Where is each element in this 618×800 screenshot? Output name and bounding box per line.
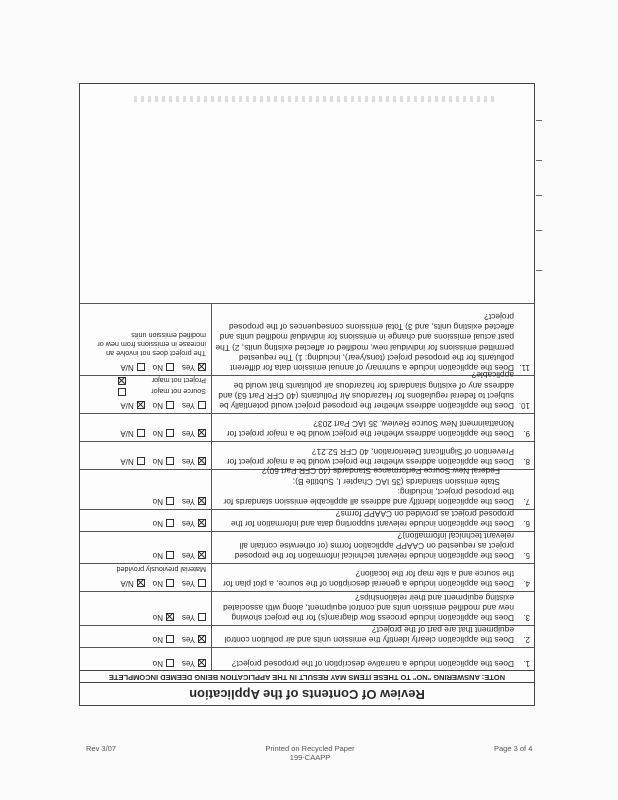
column-divider [211, 470, 212, 509]
question-number: 6. [523, 519, 530, 528]
question-number: 9. [523, 429, 530, 438]
answer-option-yes[interactable] [182, 519, 206, 528]
column-divider [211, 414, 212, 441]
footer-revision: Rev 3/07 [86, 744, 117, 753]
margin-tick [536, 120, 542, 121]
question-text [214, 592, 514, 623]
answer-option-no[interactable] [153, 363, 174, 372]
option-label: No [152, 497, 163, 506]
question-main-text: Does the application include relevant technical information for the proposed project as requested on CAAPP application forms (or otherwise contain all relevant technical information)? [234, 530, 514, 561]
answer-option-yes[interactable] [182, 401, 206, 410]
option-label: N/A [120, 457, 134, 466]
margin-tick [536, 160, 542, 161]
question-main-text: Does the application clearly identify the emission units and air pollution control equipment that are part of the project? [224, 624, 514, 645]
question-number: 11. [519, 363, 530, 372]
answer-note: Material previously provided [116, 565, 206, 575]
answer-cell [82, 612, 206, 623]
answer-option-na[interactable] [120, 457, 144, 466]
question-row [80, 509, 534, 531]
checkbox[interactable] [118, 388, 126, 396]
answer-cell [82, 566, 206, 589]
question-text [214, 625, 514, 645]
option-label: N/A [120, 579, 134, 588]
option-label: Yes [181, 429, 195, 438]
option-label: No [152, 551, 163, 560]
checkbox[interactable] [198, 364, 206, 372]
column-divider [211, 648, 212, 671]
answer-option-no[interactable] [153, 401, 174, 410]
form-title: Review Of Contents of the Application [80, 682, 534, 705]
answer-option-na[interactable] [120, 401, 144, 410]
checkbox[interactable] [198, 430, 206, 438]
answer-note: The project does not involve an increase in emissions from new or modified emission units [97, 331, 206, 359]
answer-option-no[interactable] [153, 635, 174, 644]
option-label: Yes [181, 401, 195, 410]
question-text [214, 466, 514, 507]
checkbox[interactable] [137, 364, 145, 372]
answer-cell [82, 428, 206, 439]
answer-option-no[interactable] [153, 457, 174, 466]
option-label: No [152, 401, 163, 410]
form-note: NOTE: ANSWERING "NO" TO THESE ITEMS MAY RESULT IN THE APPLICATION BEING DEEMED INCOMPLETE [80, 670, 534, 683]
column-divider [211, 532, 212, 563]
option-label: No [152, 457, 163, 466]
application-review-form [79, 83, 535, 706]
sub-option-label: Project not major [151, 376, 206, 386]
option-label: Yes [181, 457, 195, 466]
option-label: N/A [120, 429, 134, 438]
option-label: Yes [181, 635, 195, 644]
checkbox[interactable] [137, 402, 145, 410]
answer-cell [82, 377, 206, 411]
checkbox[interactable] [166, 458, 174, 466]
question-main-text: Does the application include a summary of annual emission data for different pollutants for the proposed project (tons/year), including: 1) The requested permitted emissions for individual new, modified or affected existing units, 2) The past actual emissions and change in emissions for individual modified units and affected existing units, and 3) Total emissions consequences of the proposed project? [215, 311, 514, 373]
checkbox[interactable] [166, 552, 174, 560]
checkbox[interactable] [166, 364, 174, 372]
answer-option-yes[interactable] [182, 579, 206, 588]
option-label: No [152, 519, 163, 528]
question-main-text: Does the application include a general description of the source, a plot plan for the source and a site map for the location? [223, 568, 514, 589]
checkbox[interactable] [198, 552, 206, 560]
answer-option-yes[interactable] [182, 613, 206, 622]
checkbox[interactable] [118, 377, 126, 385]
column-divider [211, 564, 212, 591]
question-main-text: Does the application include a narrative description of the proposed project? [231, 659, 514, 669]
question-row [80, 413, 534, 441]
margin-tick [536, 270, 542, 271]
checkbox[interactable] [198, 458, 206, 466]
checkbox[interactable] [137, 458, 145, 466]
checkbox[interactable] [198, 614, 206, 622]
footer-recycled: Printed on Recycled Paper [265, 744, 355, 753]
option-label: Yes [181, 613, 195, 622]
option-label: Yes [181, 519, 195, 528]
answer-option-yes[interactable] [182, 457, 206, 466]
question-row [80, 563, 534, 591]
footer-center [250, 744, 370, 762]
option-label: No [152, 429, 163, 438]
option-label: Yes [181, 363, 195, 372]
checkbox[interactable] [166, 498, 174, 506]
option-label: Yes [181, 497, 195, 506]
question-main-text: Does the application address whether the proposed project would potentially be subject to federal regulations for Hazardous Air Pollutants (40 CFR Part 63) and address any of existing standards for hazardous air pollutants that would be applicable? [218, 370, 514, 411]
column-divider [211, 376, 212, 413]
sub-options [82, 377, 206, 397]
question-number: 10. [518, 401, 530, 410]
checkbox[interactable] [166, 520, 174, 528]
question-number: 4. [523, 579, 530, 588]
question-main-text: Does the application identify and address all applicable emission standards for the proposed project, including: [223, 486, 514, 507]
checkbox[interactable] [166, 430, 174, 438]
answer-option-no[interactable] [153, 429, 174, 438]
checkbox[interactable] [198, 402, 206, 410]
answer-option-no[interactable] [153, 551, 174, 560]
option-label: N/A [120, 363, 134, 372]
option-label: Yes [181, 551, 195, 560]
column-divider [211, 592, 212, 625]
answer-option-no[interactable] [153, 519, 174, 528]
answer-option-no[interactable] [153, 613, 174, 622]
question-text [214, 659, 514, 669]
option-label: Yes [181, 659, 195, 668]
margin-tick [536, 230, 542, 231]
question-number: 3. [523, 613, 530, 622]
answer-cell [82, 496, 206, 507]
question-number: 2. [523, 635, 530, 644]
question-text [214, 312, 514, 373]
question-main-text: Does the application address whether the project would be a major project for Prevention of Significant Deterioration, 40 CFR 52.21? [226, 446, 514, 467]
question-main-text: Does the application include process flow diagram(s) for the project showing new and modified emission units and control equipment, along with associated existing equipment and their relationships? [223, 592, 514, 623]
question-text [214, 370, 514, 411]
question-row [80, 303, 534, 375]
margin-tick [536, 195, 542, 196]
column-divider [211, 626, 212, 647]
faint-text-line [134, 96, 494, 102]
option-label: No [152, 659, 163, 668]
answer-cell [82, 332, 206, 373]
margin-tick-marks [536, 120, 546, 300]
checkbox[interactable] [166, 614, 174, 622]
checkbox[interactable] [198, 660, 206, 668]
answer-option-na[interactable] [120, 429, 144, 438]
answer-option-no[interactable] [153, 497, 174, 506]
answer-option-yes[interactable] [182, 363, 206, 372]
answer-option-yes[interactable] [182, 635, 206, 644]
checkbox[interactable] [166, 580, 174, 588]
option-label: No [152, 635, 163, 644]
question-row [80, 591, 534, 625]
question-row [80, 466, 534, 509]
checkbox[interactable] [166, 660, 174, 668]
question-subtext: State emission standards (35 IAC Chapter I, Subtitle B); [292, 476, 500, 487]
answer-cell [82, 658, 206, 669]
question-text [214, 509, 514, 529]
column-divider [211, 304, 212, 375]
question-number: 1. [523, 659, 530, 668]
answer-cell [82, 518, 206, 529]
answer-option-na[interactable] [120, 363, 144, 372]
option-label: N/A [120, 401, 134, 410]
question-main-text: Does the application include relevant supporting data and information for the proposed project as provided on CAAPP forms? [230, 508, 514, 529]
checkbox[interactable] [198, 520, 206, 528]
question-number: 8. [523, 457, 530, 466]
checkbox[interactable] [198, 580, 206, 588]
answer-cell [82, 550, 206, 561]
question-subtext: Federal New Source Performance Standards (40 CFR Part 60)? [262, 466, 500, 477]
sub-option[interactable] [90, 377, 206, 386]
checkbox[interactable] [137, 430, 145, 438]
answer-option-yes[interactable] [182, 429, 206, 438]
checkbox[interactable] [198, 636, 206, 644]
option-label: No [152, 613, 163, 622]
checkbox[interactable] [198, 498, 206, 506]
footer-page-number: Page 3 of 4 [494, 744, 533, 753]
question-text [214, 569, 514, 589]
question-text [214, 447, 514, 467]
sub-option[interactable] [90, 388, 206, 397]
footer-form-code: 199-CAAPP [289, 753, 331, 762]
question-main-text: Does the application address whether the project would be a major project for Nonattainment New Source Review, 35 IAC Part 203? [226, 418, 514, 439]
checkbox[interactable] [166, 402, 174, 410]
answer-cell [82, 634, 206, 645]
question-number: 5. [523, 551, 530, 560]
option-label: No [152, 579, 163, 588]
question-row [80, 625, 534, 647]
question-row [80, 370, 534, 413]
checkbox[interactable] [166, 636, 174, 644]
answer-option-yes[interactable] [182, 659, 206, 668]
column-divider [211, 510, 212, 531]
sub-option-label: Source not major [151, 387, 206, 397]
answer-option-yes[interactable] [182, 497, 206, 506]
question-text [214, 530, 514, 561]
answer-option-no[interactable] [153, 659, 174, 668]
answer-option-no[interactable] [153, 579, 174, 588]
answer-cell [82, 456, 206, 467]
answer-option-yes[interactable] [182, 551, 206, 560]
answer-option-na[interactable] [120, 579, 144, 588]
question-text [214, 419, 514, 439]
checkbox[interactable] [137, 580, 145, 588]
column-divider [211, 442, 212, 469]
question-row [80, 441, 534, 469]
question-number: 7. [523, 497, 530, 506]
option-label: No [152, 363, 163, 372]
question-row [80, 531, 534, 563]
option-label: Yes [181, 579, 195, 588]
question-row [80, 647, 534, 671]
